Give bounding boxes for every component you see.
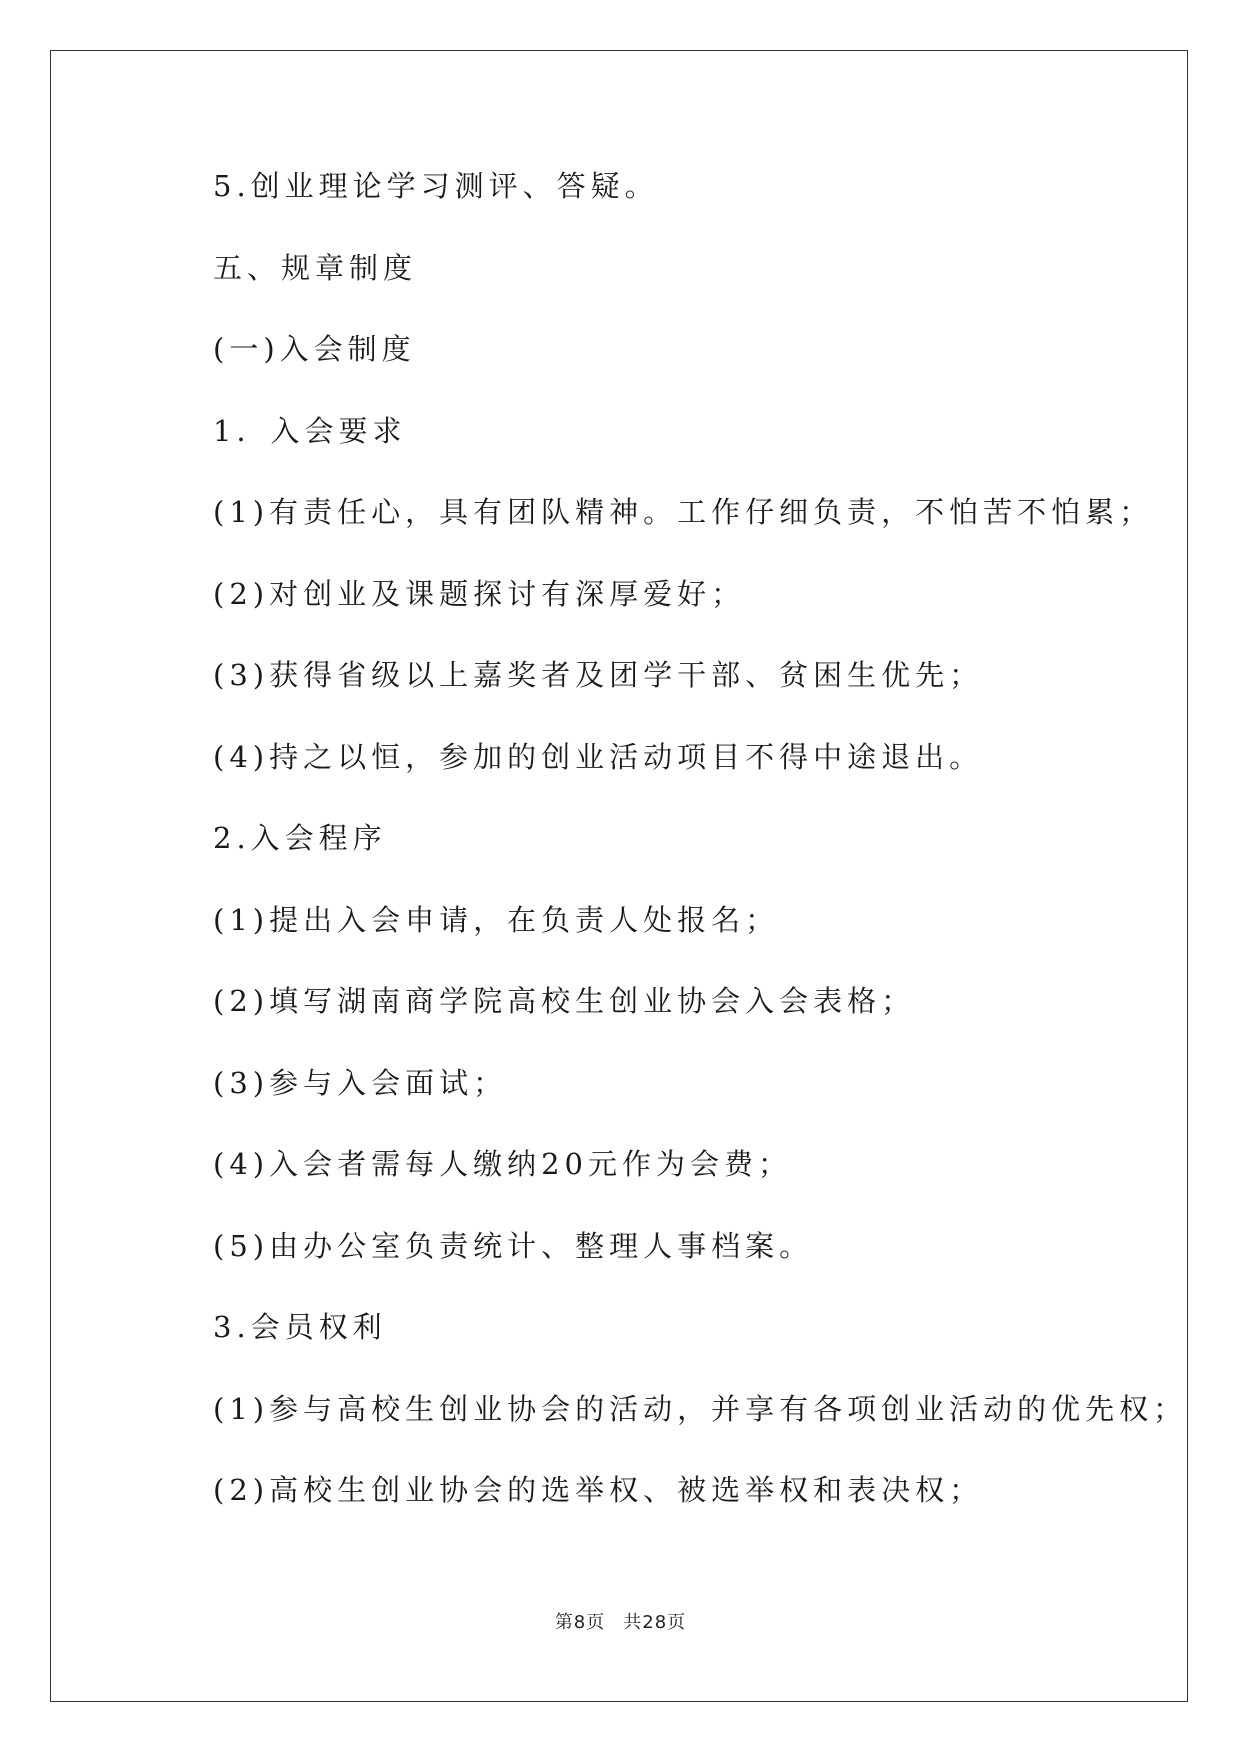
list-item: (2)填写湖南商学院高校生创业协会入会表格； [213, 984, 916, 1018]
list-item: (2)对创业及课题探讨有深厚爱好； [213, 576, 746, 611]
page-total: 共28页 [623, 1612, 687, 1633]
item-heading: 2.入会程序 [213, 821, 387, 855]
item-heading: 1．入会要求 [213, 413, 407, 448]
list-item: (4)持之以恒，参加的创业活动项目不得中途退出。 [213, 739, 984, 774]
list-item: (5)由办公室负责统计、整理人事档案。 [213, 1228, 814, 1263]
list-item: (1)参与高校生创业协会的活动，并享有各项创业活动的优先权； [213, 1391, 1188, 1426]
list-item: (3)参与入会面试； [213, 1065, 508, 1100]
item-heading: 3.会员权利 [213, 1310, 387, 1344]
list-item: (4)入会者需每人缴纳20元作为会费； [213, 1147, 792, 1181]
section-heading: 五、规章制度 [213, 250, 418, 285]
list-item: (3)获得省级以上嘉奖者及团学干部、贫困生优先； [213, 658, 984, 692]
list-item: (1)有责任心，具有团队精神。工作仔细负责，不怕苦不怕累； [213, 495, 1154, 529]
list-item: 5.创业理论学习测评、答疑。 [213, 169, 659, 203]
subsection-heading: (一)入会制度 [213, 332, 416, 366]
document-body [213, 168, 1188, 1554]
page-number: 第8页 [554, 1612, 606, 1633]
list-item: (2)高校生创业协会的选举权、被选举权和表决权； [213, 1473, 984, 1507]
list-item: (1)提出入会申请，在负责人处报名； [213, 902, 780, 937]
page-footer [0, 1608, 1241, 1634]
